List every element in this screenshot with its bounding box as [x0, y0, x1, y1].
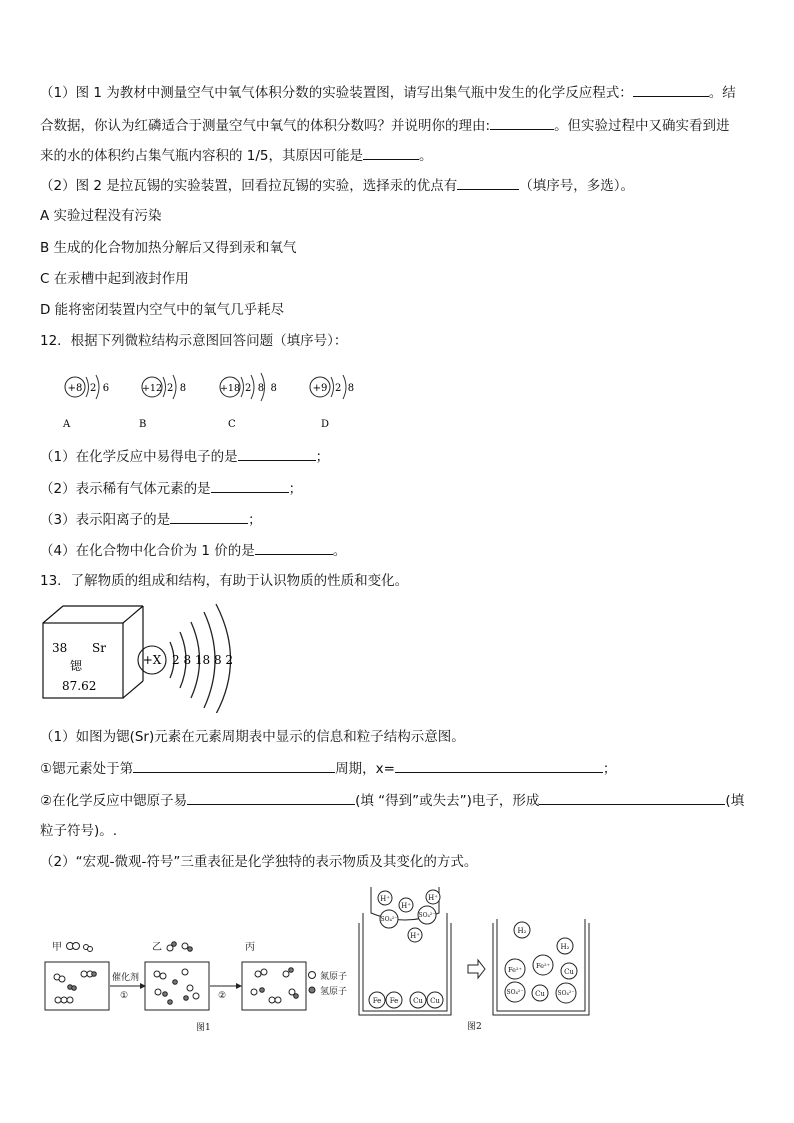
- q11-part1-line3: 来的水的体积约占集气瓶内容积的 1/5，其原因可能是 。: [40, 145, 433, 166]
- answer-blank[interactable]: [133, 758, 335, 773]
- legend-nitrogen: 氮原子: [320, 972, 348, 982]
- q11-part2: （2）图 2 是拉瓦锡的实验装置，回看拉瓦锡的实验，选择汞的优点有 （填序号，多选）。: [40, 175, 634, 196]
- particle-c-nucleus: +18: [219, 383, 241, 394]
- figure-1-reaction: [40, 930, 360, 1045]
- hplus-ion: H⁺: [410, 932, 420, 940]
- iron-ion: Fe²⁺: [507, 966, 523, 974]
- element-symbol: Sr: [92, 641, 106, 655]
- particle-b-label: B: [139, 419, 147, 430]
- particle-d-nucleus: +9: [312, 383, 328, 394]
- q12-sub2: （2）表示稀有气体元素的是 ；: [40, 478, 302, 499]
- q13-stem: 13．了解物质的组成和结构，有助于认识物质的性质和变化。: [40, 573, 409, 589]
- particle-c-label: C: [228, 419, 236, 430]
- particle-d-shells: 2 8: [335, 383, 355, 394]
- hplus-ion: H⁺: [401, 902, 411, 910]
- particle-b-shells: 2 8: [167, 383, 187, 394]
- particle-c-shells: 2 8 8: [245, 383, 277, 394]
- q13-sub2: （2）“宏观-微观-符号”三重表征是化学独特的表示物质及其变化的方式。: [40, 854, 478, 870]
- iron-atom: Fe: [389, 997, 399, 1005]
- figure-1-caption: 图1: [196, 1023, 211, 1033]
- particle-c: [220, 373, 277, 430]
- hplus-ion: H⁺: [428, 894, 438, 902]
- q11-option-c: C 在汞槽中起到液封作用: [40, 271, 189, 287]
- label-jia: 甲: [52, 942, 62, 953]
- atomic-number: 38: [52, 641, 68, 655]
- copper-atom: Cu: [413, 997, 423, 1005]
- step-2-label: ②: [218, 991, 227, 1001]
- answer-blank[interactable]: [539, 790, 725, 805]
- step-1-label: ①: [120, 991, 129, 1001]
- catalyst-label: 催化剂: [112, 973, 140, 983]
- q13-sub1a: ①锶元素处于第 周期，x= ；: [40, 758, 616, 779]
- answer-blank[interactable]: [255, 540, 333, 555]
- transform-arrow-icon: [468, 960, 485, 978]
- sulfate-ion: SO₄²⁻: [380, 916, 398, 923]
- answer-blank[interactable]: [238, 446, 316, 461]
- hydrogen-molecule: H₂: [560, 943, 570, 951]
- sulfate-ion: SO₄²⁻: [506, 989, 524, 996]
- q13-sub1b: ②在化学反应中锶原子易 (填 “得到”或失去”)电子，形成 (填: [40, 790, 744, 811]
- q12-sub3: （3）表示阳离子的是 ；: [40, 509, 262, 530]
- q11-option-b: B 生成的化合物加热分解后又得到汞和氧气: [40, 240, 297, 256]
- answer-blank[interactable]: [457, 175, 519, 190]
- q11-part1-line2: 合数据，你认为红磷适合于测量空气中氧气的体积分数吗？并说明你的理由: 。但实验过程中又确实看到进: [40, 115, 730, 136]
- legend: [309, 970, 348, 997]
- hydrogen-molecule: H₂: [517, 927, 527, 935]
- copper-atom: Cu: [535, 990, 545, 998]
- q11-part1-line1: （1）图 1 为教材中测量空气中氧气体积分数的实验装置图，请写出集气瓶中发生的化学反应程式： 。结: [40, 82, 736, 103]
- q11-option-a: A 实验过程没有污染: [40, 208, 162, 224]
- figure-2-beakers: [355, 883, 595, 1033]
- particle-b-nucleus: +12: [141, 383, 163, 394]
- particle-a-nucleus: +8: [67, 383, 83, 394]
- particle-a: [62, 375, 109, 430]
- element-name: 锶: [70, 659, 83, 673]
- strontium-particle-diagram: [138, 604, 233, 713]
- particle-d-label: D: [321, 419, 330, 430]
- q12-sub1: （1）在化学反应中易得电子的是 ；: [40, 446, 329, 467]
- q13-sub1: （1）如图为锶(Sr)元素在元素周期表中显示的信息和粒子结构示意图。: [40, 729, 465, 745]
- answer-blank[interactable]: [633, 82, 709, 97]
- iron-atom: Fe: [372, 997, 382, 1005]
- answer-blank[interactable]: [170, 509, 248, 524]
- label-yi: 乙: [152, 942, 162, 953]
- answer-blank[interactable]: [187, 790, 355, 805]
- copper-atom: Cu: [430, 997, 440, 1005]
- particle-a-shells: 2 6: [90, 383, 110, 394]
- strontium-nucleus: +X: [142, 653, 162, 667]
- hplus-ion: H⁺: [380, 895, 390, 903]
- particle-d: [310, 375, 354, 430]
- label-bing: 丙: [245, 942, 255, 953]
- sulfate-ion: SO₄²⁻: [418, 912, 436, 919]
- iron-ion: Fe²⁺: [535, 962, 551, 970]
- arrow-step-1: [110, 971, 146, 1001]
- legend-hydrogen: 氢原子: [320, 987, 348, 997]
- periodic-table-cell: [43, 606, 143, 698]
- q11-option-d: D 能将密闭装置内空气中的氧气几乎耗尽: [40, 302, 285, 318]
- q13-sub1b-line2: 粒子符号)。.: [40, 823, 118, 839]
- answer-blank[interactable]: [490, 115, 554, 130]
- figure-2-caption: 图2: [467, 1022, 482, 1032]
- q12-sub4: （4）在化合物中化合价为 1 价的是 。: [40, 540, 346, 561]
- sulfate-ion: SO₄²⁻: [557, 990, 575, 997]
- q12-stem: 12．根据下列微粒结构示意图回答问题（填序号）：: [40, 333, 348, 349]
- particle-b: [139, 375, 186, 430]
- particle-structure-diagrams: [55, 365, 375, 435]
- answer-blank[interactable]: [211, 478, 289, 493]
- atomic-mass: 87.62: [62, 679, 97, 693]
- arrow-step-2: [210, 983, 242, 1001]
- strontium-figure: [40, 598, 300, 713]
- answer-blank[interactable]: [363, 145, 419, 160]
- copper-atom: Cu: [564, 968, 574, 976]
- strontium-shells: 2 8 18 8 2: [172, 653, 234, 667]
- answer-blank[interactable]: [395, 758, 603, 773]
- particle-a-label: A: [63, 419, 71, 430]
